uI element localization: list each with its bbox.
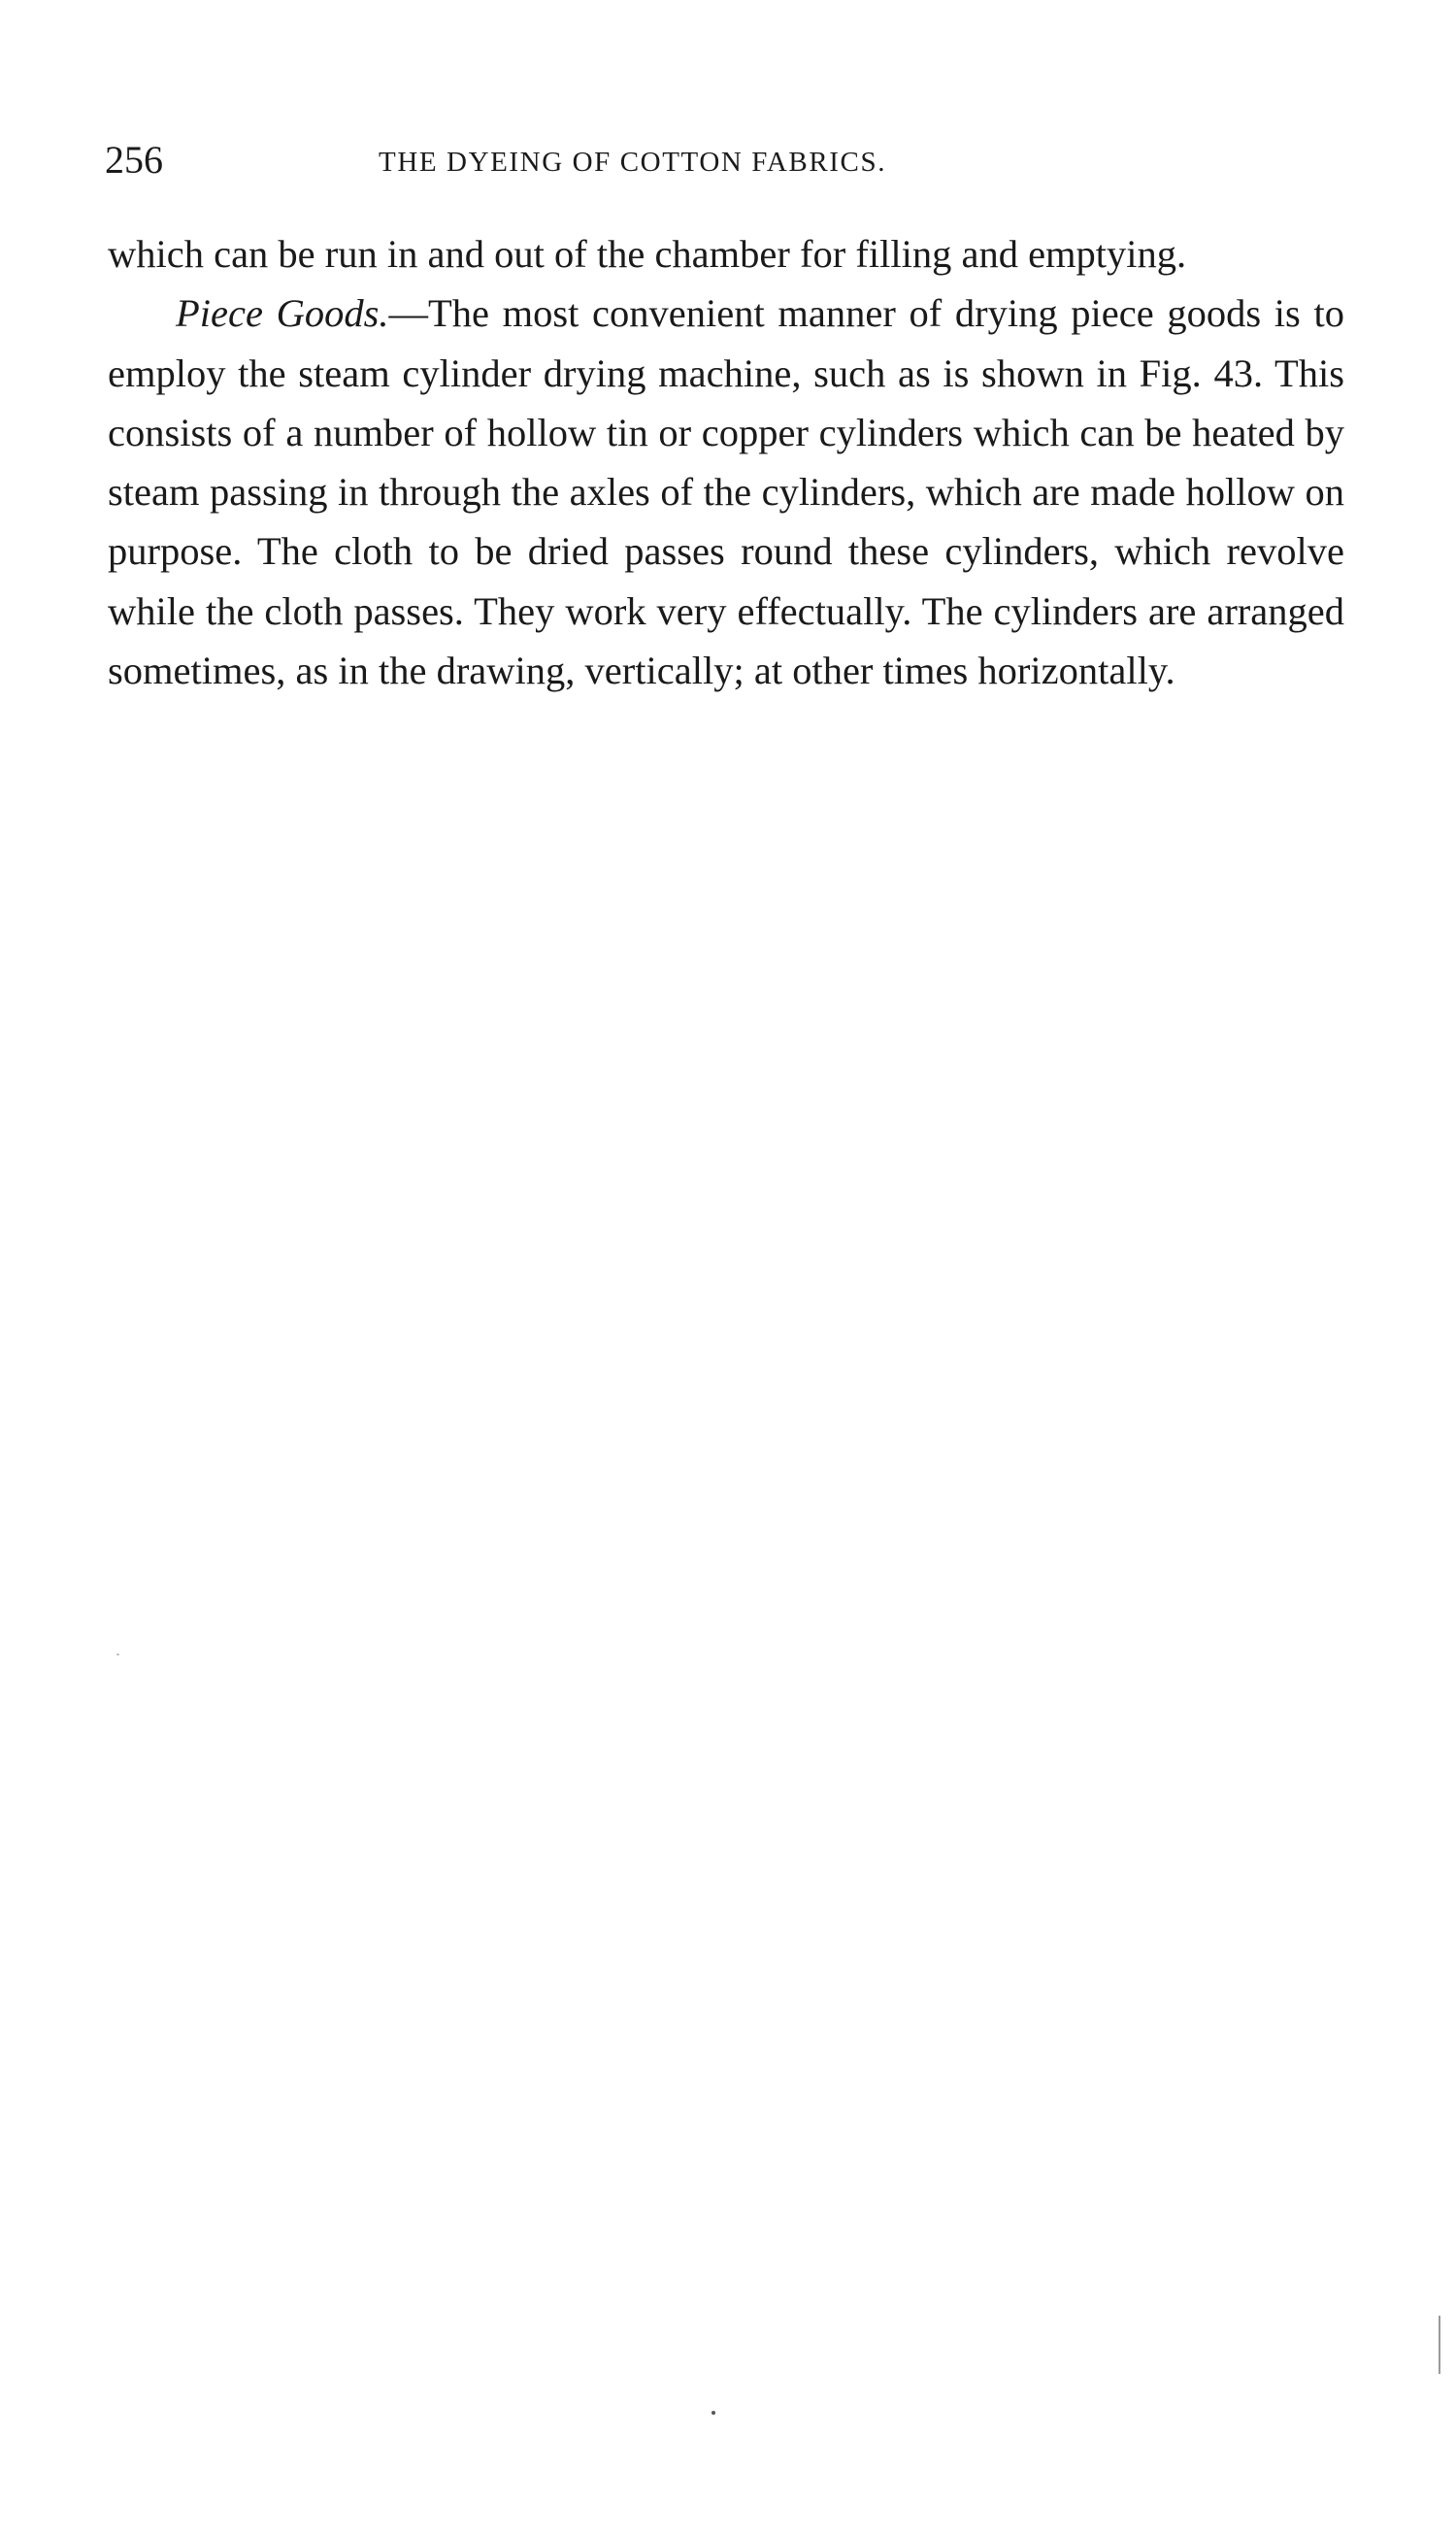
running-title: THE DYEING OF COTTON FABRICS.: [379, 147, 887, 178]
page-edge-mark: [1439, 2316, 1440, 2374]
paragraph-piece-goods: [108, 284, 1344, 700]
paper-speck: [711, 2411, 715, 2415]
paragraph-text: which can be run in and out of the chamber for filling and emptying.: [108, 232, 1187, 276]
paragraph-continued: [108, 224, 1344, 284]
run-in-heading: Piece Goods.: [176, 291, 389, 336]
paragraph-text: —The most convenient manner of drying piece goods is to employ the steam cylinder drying machine, such as is shown in Fig. 43. This consists of a number of hollow tin or copper cylinders which can be heated by steam passing in through the axles of the cylinders, which are made hollow on purpose. The cloth to be dried passes round these cylinders, which revolve while the cloth passes. They work very effectually. The cylinders are arranged sometimes, as in the drawing, vertically; at other times horizontally.: [108, 291, 1344, 693]
running-head: [105, 136, 1347, 184]
page-number: 256: [105, 138, 163, 182]
body-text: [108, 224, 1344, 700]
paper-speck: [116, 1654, 119, 1655]
